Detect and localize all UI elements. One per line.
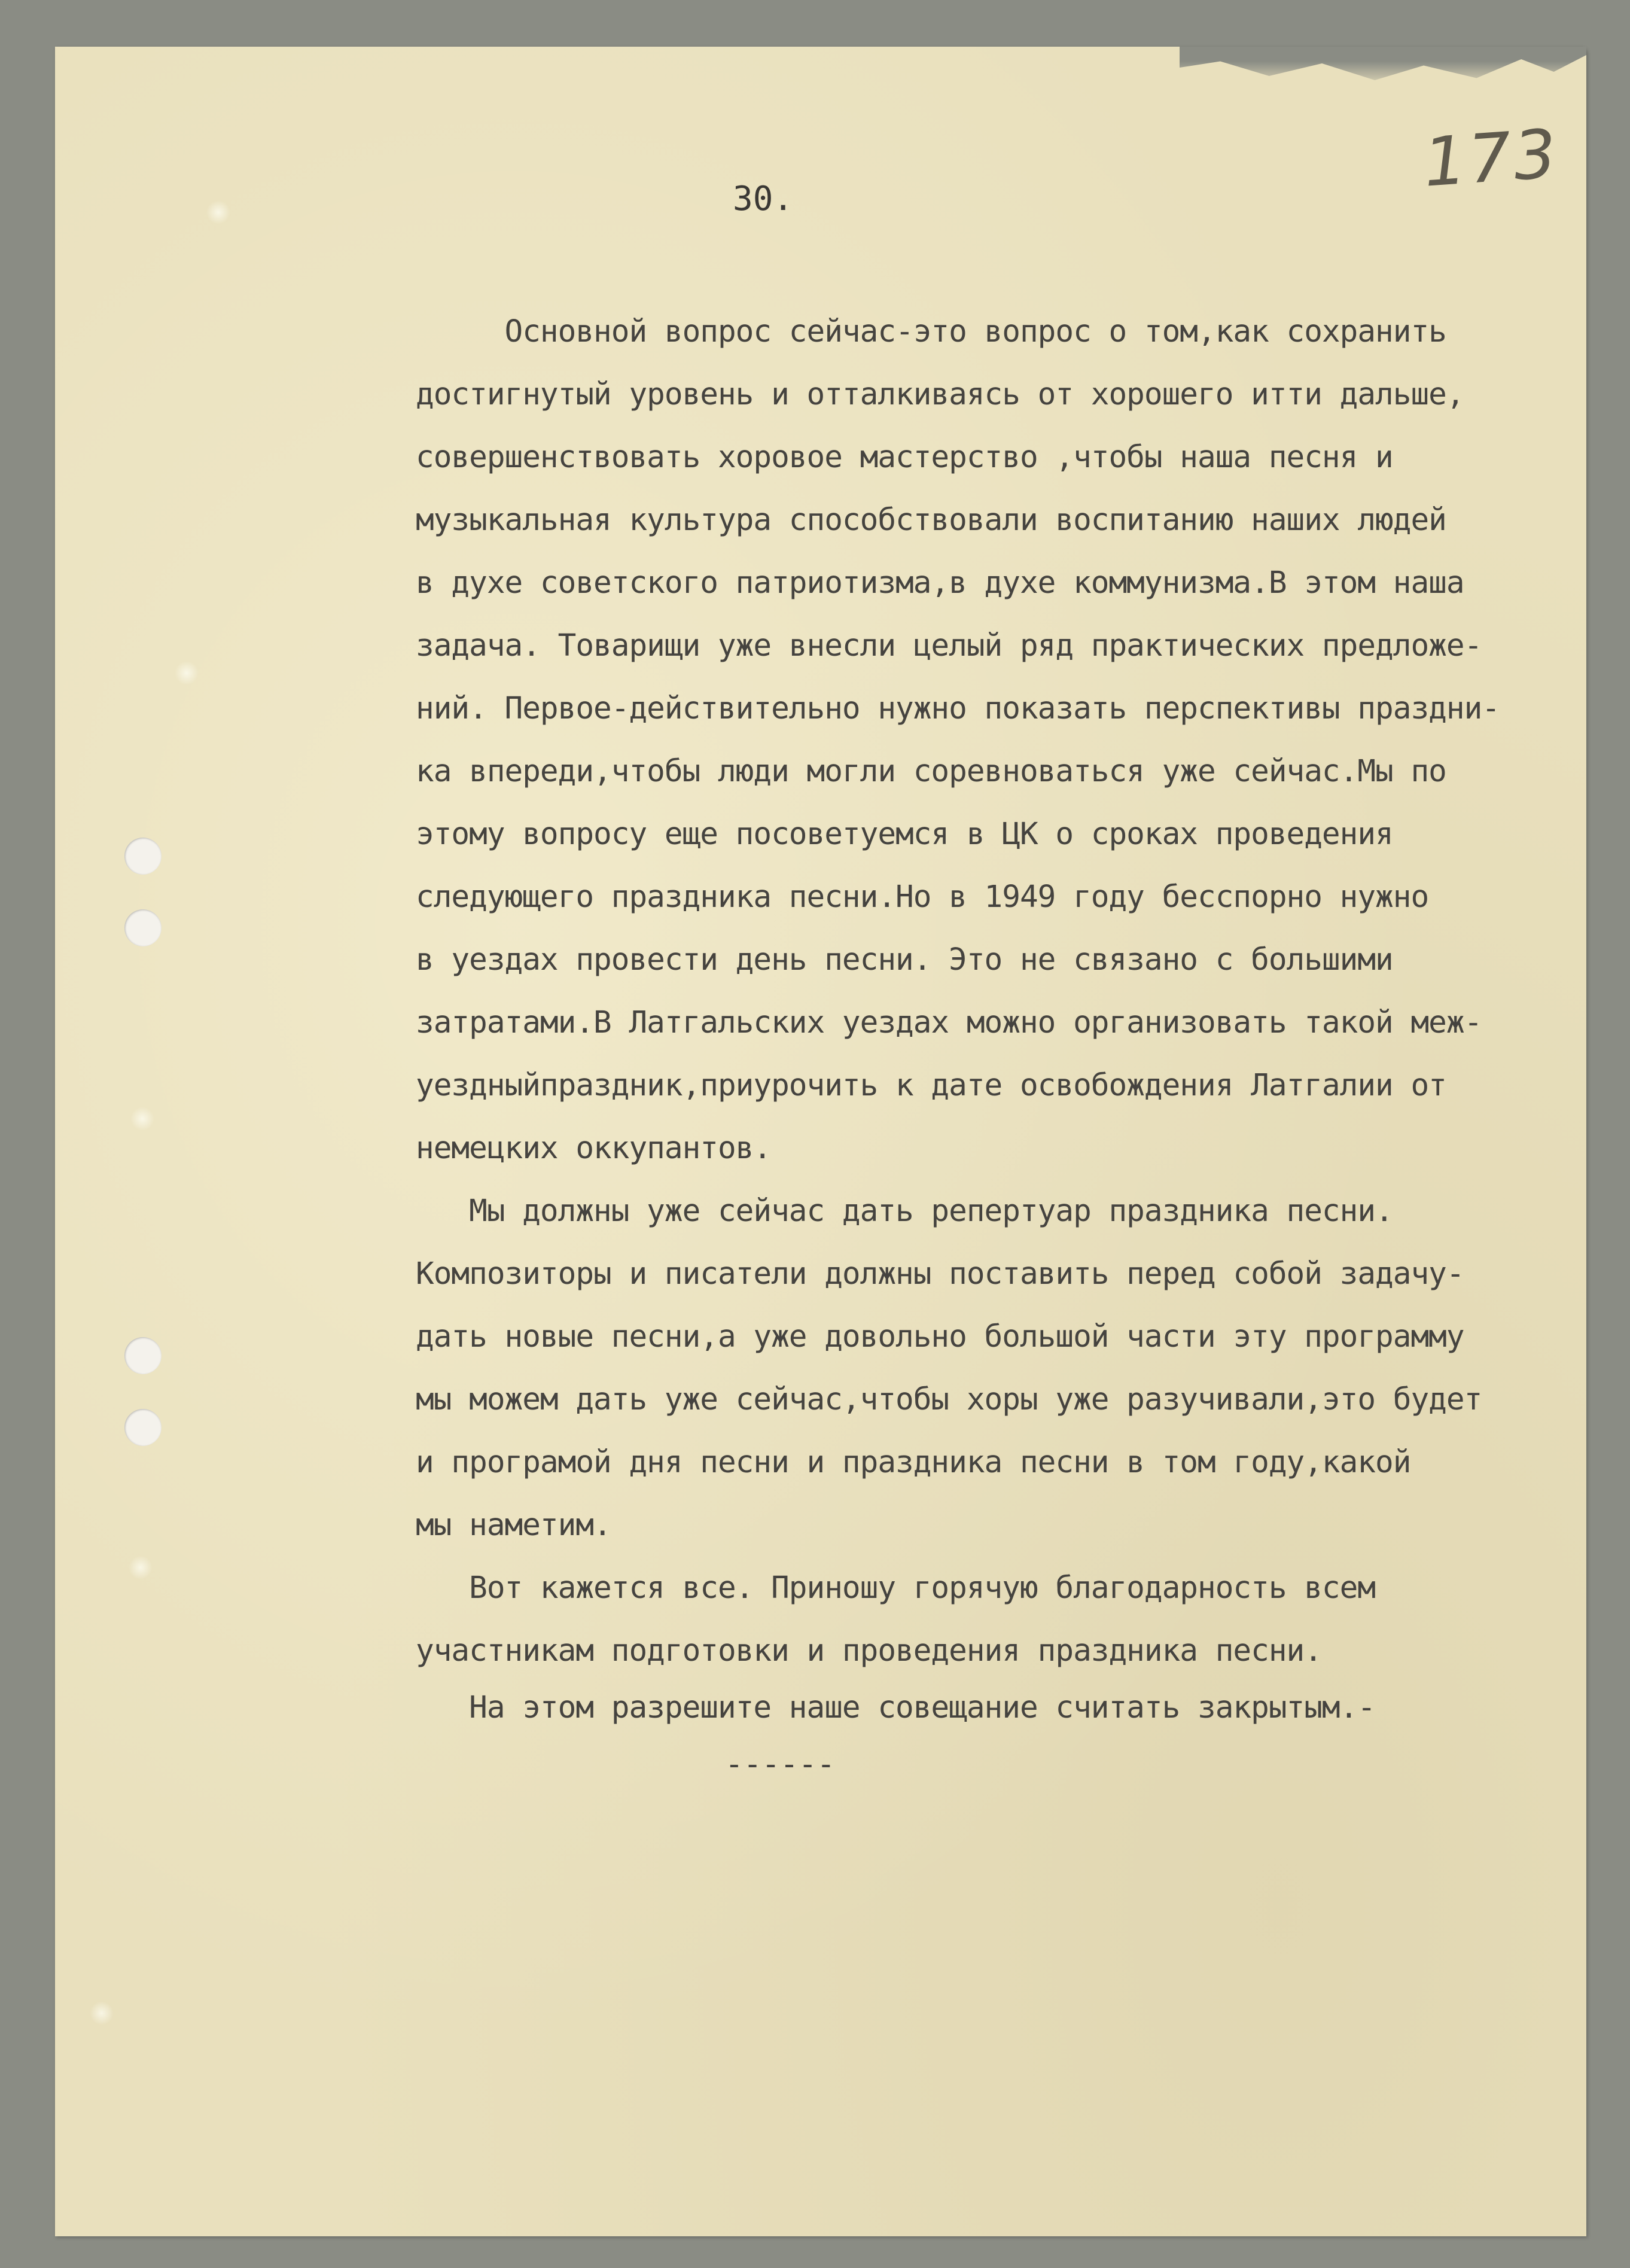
binding-mark xyxy=(130,1107,154,1131)
text-line: этому вопросу еще посоветуемся в ЦК о сроках проведения xyxy=(416,817,1393,852)
closing-dashes: ------ xyxy=(725,1747,836,1782)
text-line: достигнутый уровень и отталкиваясь от хорошего итти дальше, xyxy=(416,377,1464,412)
text-line: уездныйпраздник,приурочить к дате освобождения Латгалии от xyxy=(416,1068,1446,1103)
binding-mark xyxy=(90,2001,114,2025)
text-line: мы наметим. xyxy=(416,1508,611,1543)
text-line: дать новые песни,а уже довольно большой части эту программу xyxy=(416,1319,1464,1354)
text-line: На этом разрешите наше совещание считать закрытым.- xyxy=(416,1690,1376,1725)
punch-hole xyxy=(124,909,162,946)
binding-mark xyxy=(129,1555,153,1579)
text-line: Основной вопрос сейчас-это вопрос о том,как сохранить xyxy=(416,314,1446,349)
text-line: следующего праздника песни.Но в 1949 году бесспорно нужно xyxy=(416,879,1429,915)
text-line: в духе советского патриотизма,в духе коммунизма.В этом наша xyxy=(416,565,1464,601)
text-line: мы можем дать уже сейчас,чтобы хоры уже разучивали,это будет xyxy=(416,1382,1482,1417)
torn-top-edge xyxy=(1180,47,1586,89)
text-line: и програмой дня песни и праздника песни в том году,какой xyxy=(416,1445,1411,1480)
text-line: немецких оккупантов. xyxy=(416,1131,772,1166)
punch-hole xyxy=(124,838,162,875)
paper-sheet xyxy=(55,47,1586,2236)
punch-hole xyxy=(124,1337,162,1374)
archive-number: 173 xyxy=(1421,115,1562,202)
text-line: задача. Товарищи уже внесли целый ряд практических предложе- xyxy=(416,628,1482,663)
text-line: участникам подготовки и проведения праздника песни. xyxy=(416,1633,1322,1669)
text-line: ний. Первое-действительно нужно показать перспективы праздни- xyxy=(416,691,1500,726)
binding-mark xyxy=(175,661,199,685)
punch-hole xyxy=(124,1409,162,1446)
text-line: Вот кажется все. Приношу горячую благодарность всем xyxy=(416,1570,1376,1606)
text-line: затратами.В Латгальских уездах можно организовать такой меж- xyxy=(416,1005,1482,1040)
text-line: в уездах провести день песни. Это не связано с большими xyxy=(416,942,1393,978)
text-line: ка впереди,чтобы люди могли соревноваться уже сейчас.Мы по xyxy=(416,754,1446,789)
text-line: Композиторы и писатели должны поставить перед собой задачу- xyxy=(416,1256,1464,1292)
text-line: музыкальная культура способствовали воспитанию наших людей xyxy=(416,503,1446,538)
text-line: Мы должны уже сейчас дать репертуар праздника песни. xyxy=(416,1194,1393,1229)
text-line: совершенствовать хоровое мастерство ,чтобы наша песня и xyxy=(416,440,1393,475)
binding-mark xyxy=(206,200,230,224)
page-number: 30. xyxy=(733,179,794,218)
